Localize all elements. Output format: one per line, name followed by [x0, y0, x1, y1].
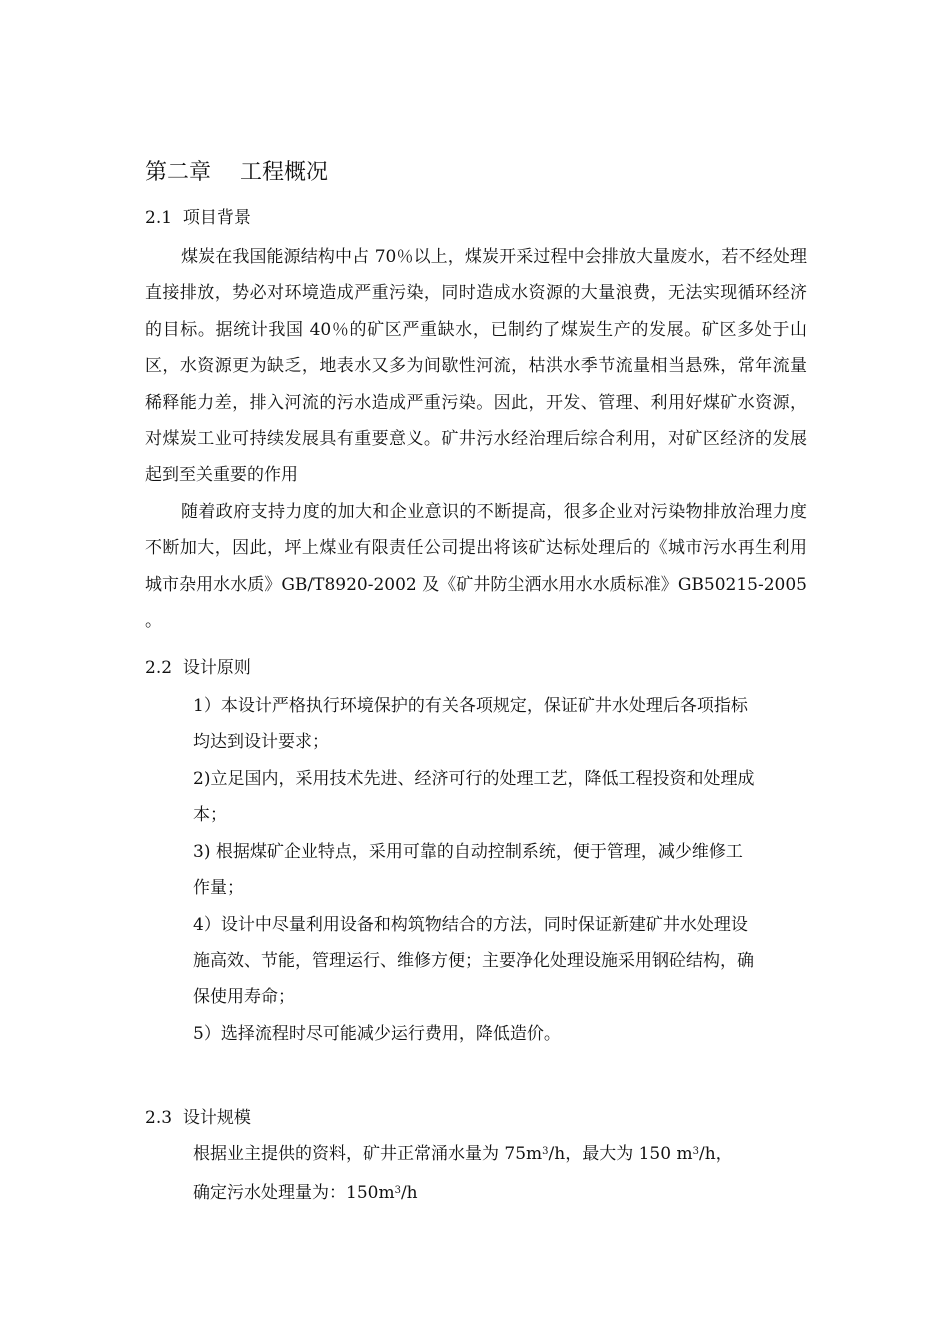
- principle-item-2: 2)立足国内，采用技术先进、经济可行的处理工艺，降低工程投资和处理成本；: [193, 769, 755, 825]
- background-paragraph-2: 随着政府支持力度的加大和企业意识的不断提高，很多企业对污染物排放治理力度不断加大，因此，坪上煤业有限责任公司提出将该矿达标处理后的《城市污水再生利用 城市杂用水水质》GB/T8920-2002 及《矿井防尘洒水用水水质标准》GB50215-2005 。: [145, 502, 824, 632]
- scale-line-2-text-a: 确定污水处理量为：150m: [193, 1183, 395, 1203]
- section-heading-scale: 2.3 设计规模: [145, 1108, 251, 1128]
- chapter-title: 第二章 工程概况: [145, 160, 328, 185]
- scale-line-1: [193, 1136, 813, 1172]
- scale-line-1-text-b: /h，最大为 150 m: [548, 1144, 693, 1164]
- section-heading-background: 2.1 项目背景: [145, 208, 251, 228]
- principle-item-3: 3) 根据煤矿企业特点，采用可靠的自动控制系统，便于管理，减少维修工作量；: [193, 842, 743, 898]
- superscript-3: 3: [394, 1185, 401, 1196]
- principle-item-5: 5）选择流程时尽可能减少运行费用，降低造价。: [193, 1024, 561, 1044]
- principle-item-4: 4）设计中尽量利用设备和构筑物结合的方法，同时保证新建矿井水处理设施高效、节能，管理运行、维修方便；主要净化处理设施采用钢砼结构，确保使用寿命；: [193, 915, 754, 1007]
- principle-item-1: 1）本设计严格执行环境保护的有关各项规定，保证矿井水处理后各项指标均达到设计要求；: [193, 696, 748, 752]
- scale-line-2: [193, 1175, 813, 1211]
- section-heading-principles: 2.2 设计原则: [145, 658, 251, 678]
- background-paragraph-1: 煤炭在我国能源结构中占 70％以上，煤炭开采过程中会排放大量废水，若不经处理直接排放，势必对环境造成严重污染，同时造成水资源的大量浪费，无法实现循环经济的目标。据统计我国 40％的矿区严重缺水，已制约了煤炭生产的发展。矿区多处于山区，水资源更为缺乏，地表水又多为间歇性河流，枯洪水季节流量相当悬殊，常年流量稀释能力差，排入河流的污水造成严重污染。因此，开发、管理、利用好煤矿水资源，对煤炭工业可持续发展具有重要意义。矿井污水经治理后综合利用，对矿区经济的发展起到至关重要的作用: [145, 247, 807, 486]
- superscript-3: 3: [542, 1146, 549, 1157]
- scale-line-2-text-b: /h: [400, 1183, 418, 1203]
- scale-line-1-text-c: /h，: [698, 1144, 733, 1164]
- superscript-3: 3: [692, 1146, 699, 1157]
- scale-line-1-text-a: 根据业主提供的资料，矿井正常涌水量为 75m: [193, 1144, 543, 1164]
